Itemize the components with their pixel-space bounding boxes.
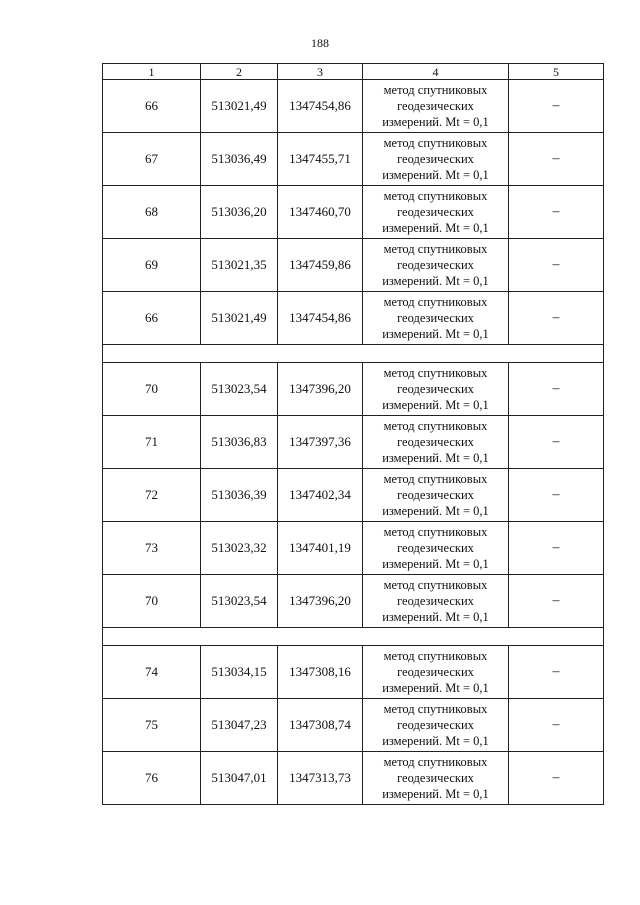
- y-coordinate-cell: 1347454,86: [278, 80, 363, 133]
- method-cell: [363, 752, 509, 805]
- x-coordinate-cell: 513021,49: [201, 292, 278, 345]
- method-line: геодезических: [397, 771, 474, 785]
- method-line: измерений. Mt = 0,1: [382, 681, 489, 695]
- table-row: [103, 416, 604, 469]
- x-coordinate-cell: 513047,01: [201, 752, 278, 805]
- table-row: [103, 363, 604, 416]
- column-5-cell: –: [509, 133, 604, 186]
- method-line: измерений. Mt = 0,1: [382, 221, 489, 235]
- method-cell: [363, 80, 509, 133]
- method-line: метод спутниковых: [383, 755, 488, 769]
- method-cell: [363, 186, 509, 239]
- x-coordinate-cell: 513023,32: [201, 522, 278, 575]
- table-row: [103, 752, 604, 805]
- method-line: геодезических: [397, 99, 474, 113]
- method-line: геодезических: [397, 311, 474, 325]
- point-number-cell: 66: [103, 80, 201, 133]
- y-coordinate-cell: 1347397,36: [278, 416, 363, 469]
- method-line: измерений. Mt = 0,1: [382, 115, 489, 129]
- point-number-cell: 70: [103, 575, 201, 628]
- method-line: измерений. Mt = 0,1: [382, 504, 489, 518]
- page-number: 188: [311, 36, 329, 50]
- method-line: измерений. Mt = 0,1: [382, 787, 489, 801]
- method-line: метод спутниковых: [383, 525, 488, 539]
- method-line: метод спутниковых: [383, 649, 488, 663]
- header-cell-5: 5: [509, 64, 604, 80]
- method-line: геодезических: [397, 435, 474, 449]
- coordinates-table: [102, 63, 604, 805]
- y-coordinate-cell: 1347459,86: [278, 239, 363, 292]
- method-cell: [363, 239, 509, 292]
- table-row: [103, 522, 604, 575]
- method-cell: [363, 522, 509, 575]
- column-5-cell: –: [509, 239, 604, 292]
- method-line: метод спутниковых: [383, 136, 488, 150]
- table-row: [103, 575, 604, 628]
- y-coordinate-cell: 1347396,20: [278, 363, 363, 416]
- method-line: геодезических: [397, 488, 474, 502]
- method-line: метод спутниковых: [383, 295, 488, 309]
- header-cell-4: 4: [363, 64, 509, 80]
- point-number-cell: 71: [103, 416, 201, 469]
- method-line: измерений. Mt = 0,1: [382, 610, 489, 624]
- table-row: [103, 80, 604, 133]
- header-cell-1: 1: [103, 64, 201, 80]
- x-coordinate-cell: 513023,54: [201, 575, 278, 628]
- method-line: геодезических: [397, 665, 474, 679]
- x-coordinate-cell: 513047,23: [201, 699, 278, 752]
- point-number-cell: 68: [103, 186, 201, 239]
- x-coordinate-cell: 513023,54: [201, 363, 278, 416]
- method-line: геодезических: [397, 382, 474, 396]
- method-line: геодезических: [397, 541, 474, 555]
- table-row: [103, 239, 604, 292]
- column-5-cell: –: [509, 699, 604, 752]
- y-coordinate-cell: 1347455,71: [278, 133, 363, 186]
- table-row: [103, 133, 604, 186]
- y-coordinate-cell: 1347396,20: [278, 575, 363, 628]
- header-cell-3: 3: [278, 64, 363, 80]
- method-cell: [363, 292, 509, 345]
- column-5-cell: –: [509, 522, 604, 575]
- table-row: [103, 186, 604, 239]
- method-line: метод спутниковых: [383, 419, 488, 433]
- point-number-cell: 66: [103, 292, 201, 345]
- method-line: геодезических: [397, 718, 474, 732]
- method-cell: [363, 133, 509, 186]
- x-coordinate-cell: 513034,15: [201, 646, 278, 699]
- table-row: [103, 646, 604, 699]
- point-number-cell: 75: [103, 699, 201, 752]
- method-line: метод спутниковых: [383, 242, 488, 256]
- x-coordinate-cell: 513036,83: [201, 416, 278, 469]
- method-line: измерений. Mt = 0,1: [382, 734, 489, 748]
- column-5-cell: –: [509, 186, 604, 239]
- method-line: метод спутниковых: [383, 578, 488, 592]
- column-5-cell: –: [509, 80, 604, 133]
- point-number-cell: 74: [103, 646, 201, 699]
- point-number-cell: 72: [103, 469, 201, 522]
- method-cell: [363, 699, 509, 752]
- x-coordinate-cell: 513036,20: [201, 186, 278, 239]
- method-line: измерений. Mt = 0,1: [382, 451, 489, 465]
- table-body: [103, 64, 604, 805]
- group-separator-row: [103, 345, 604, 363]
- column-5-cell: –: [509, 363, 604, 416]
- method-line: геодезических: [397, 205, 474, 219]
- y-coordinate-cell: 1347454,86: [278, 292, 363, 345]
- y-coordinate-cell: 1347313,73: [278, 752, 363, 805]
- method-cell: [363, 416, 509, 469]
- group-separator-cell: [103, 628, 604, 646]
- column-5-cell: –: [509, 416, 604, 469]
- column-5-cell: –: [509, 575, 604, 628]
- table-row: [103, 699, 604, 752]
- method-cell: [363, 575, 509, 628]
- method-line: геодезических: [397, 258, 474, 272]
- method-line: измерений. Mt = 0,1: [382, 327, 489, 341]
- point-number-cell: 69: [103, 239, 201, 292]
- method-line: метод спутниковых: [383, 366, 488, 380]
- method-line: геодезических: [397, 594, 474, 608]
- point-number-cell: 76: [103, 752, 201, 805]
- x-coordinate-cell: 513021,49: [201, 80, 278, 133]
- column-5-cell: –: [509, 646, 604, 699]
- y-coordinate-cell: 1347460,70: [278, 186, 363, 239]
- y-coordinate-cell: 1347308,16: [278, 646, 363, 699]
- method-line: метод спутниковых: [383, 189, 488, 203]
- group-separator-row: [103, 628, 604, 646]
- method-line: метод спутниковых: [383, 472, 488, 486]
- y-coordinate-cell: 1347308,74: [278, 699, 363, 752]
- method-line: метод спутниковых: [383, 702, 488, 716]
- header-row: [103, 64, 604, 80]
- y-coordinate-cell: 1347402,34: [278, 469, 363, 522]
- y-coordinate-cell: 1347401,19: [278, 522, 363, 575]
- method-line: измерений. Mt = 0,1: [382, 168, 489, 182]
- method-cell: [363, 469, 509, 522]
- method-line: измерений. Mt = 0,1: [382, 274, 489, 288]
- column-5-cell: –: [509, 469, 604, 522]
- table-row: [103, 469, 604, 522]
- x-coordinate-cell: 513036,49: [201, 133, 278, 186]
- point-number-cell: 73: [103, 522, 201, 575]
- table-row: [103, 292, 604, 345]
- x-coordinate-cell: 513036,39: [201, 469, 278, 522]
- method-cell: [363, 646, 509, 699]
- method-cell: [363, 363, 509, 416]
- method-line: геодезических: [397, 152, 474, 166]
- method-line: измерений. Mt = 0,1: [382, 557, 489, 571]
- point-number-cell: 67: [103, 133, 201, 186]
- column-5-cell: –: [509, 292, 604, 345]
- method-line: метод спутниковых: [383, 83, 488, 97]
- column-5-cell: –: [509, 752, 604, 805]
- group-separator-cell: [103, 345, 604, 363]
- x-coordinate-cell: 513021,35: [201, 239, 278, 292]
- method-line: измерений. Mt = 0,1: [382, 398, 489, 412]
- header-cell-2: 2: [201, 64, 278, 80]
- point-number-cell: 70: [103, 363, 201, 416]
